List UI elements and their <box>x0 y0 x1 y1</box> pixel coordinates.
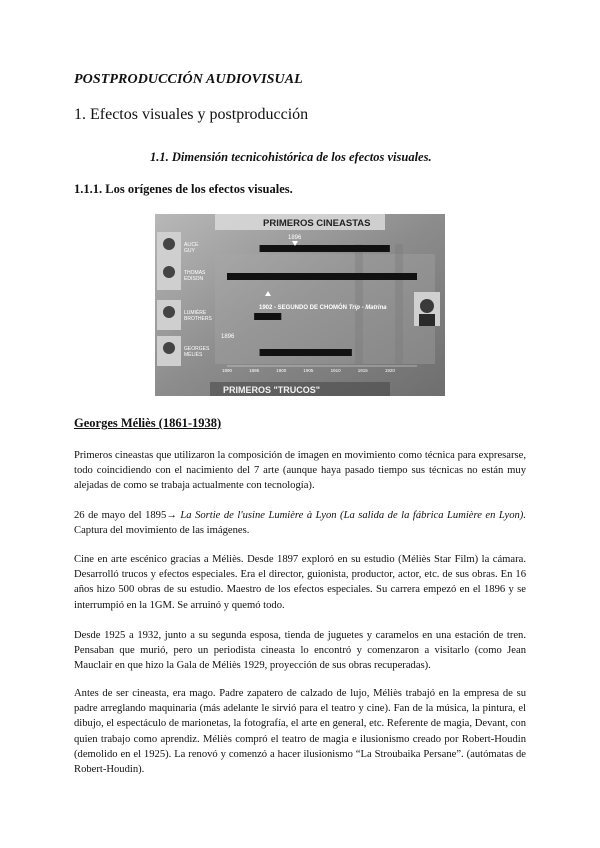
portrait-face-0 <box>163 238 175 250</box>
person-name-line2: BROTHERS <box>184 316 212 322</box>
paragraph-3: Cine en arte escénico gracias a Méliès. Desde 1897 exploró en su estudio (Méliès Star Film) la cámara. Desarrolló trucos y efectos especiales. Era el director, guionista, productor, actor, etc. de sus obras. En 16 años hizo 500 obras de su estudio. Maestro de los efectos especiales. Su carrera empezó en el 1896 y se interrumpió en la 1GM. Se arruinó y quemó todo. <box>74 554 526 611</box>
background-column <box>355 244 363 364</box>
marker-side-label: 1896 <box>221 334 235 340</box>
portrait-chomon-body <box>419 314 435 326</box>
axis-tick-label: 1905 <box>303 368 314 373</box>
person-name-line1: ALICE <box>184 242 199 248</box>
timeline-bar <box>254 313 281 320</box>
person-name-line2: GUY <box>184 248 195 254</box>
timeline-bar <box>260 245 390 252</box>
heading-2: 1.1. Dimensión tecnicohistórica de los efectos visuales. <box>150 150 432 164</box>
heading-3: 1.1.1. Los orígenes de los efectos visuales. <box>74 182 293 196</box>
person-name-line1: GEORGES <box>184 346 210 352</box>
paragraph-2-film-title: La Sortie de l'usine Lumière à Lyon (La salida de la fábrica Lumière en Lyon). <box>180 510 526 521</box>
axis-tick-label: 1920 <box>384 368 395 373</box>
paragraph-5: Antes de ser cineasta, era mago. Padre zapatero de calzado de lujo, Méliès trabajó en la empresa de su padre arreglando maquinaria (más adelante le sirvió para el teatro y cine). Fan de la música, la pintura, el dibujo, el espectáculo de marionetas, la fotografía, el arte en general, etc. Referente de magia, Devant, con quien trabajo como aprendiz. Méliès compró el teatro de magia e ilusionismo creado por Robert-Houdin (demolido en el 1925). La renovó y comenzó a hacer ilusionismo “La Stroubaika Persane”. (autómatas de Robert-Houdin). <box>74 688 526 776</box>
top-title: PRIMEROS CINEASTAS <box>263 218 371 229</box>
timeline-bar <box>260 349 352 356</box>
heading-1: 1. Efectos visuales y postproducción <box>74 106 309 123</box>
document-title: POSTPRODUCCIÓN AUDIOVISUAL <box>74 72 303 87</box>
paragraph-2 <box>74 508 526 538</box>
paragraph-2-suffix: Captura del movimiento de las imágenes. <box>74 525 250 537</box>
axis-tick-label: 1890 <box>222 368 233 373</box>
section-title: Georges Méliès (1861-1938) <box>74 416 222 430</box>
portrait-face-1 <box>163 266 175 278</box>
background-column <box>395 244 403 364</box>
axis-tick-label: 1900 <box>276 368 287 373</box>
bottom-title: PRIMEROS "TRUCOS" <box>223 385 321 395</box>
portrait-face-3 <box>163 342 175 354</box>
timeline-figure <box>155 214 445 396</box>
person-name-line2: MÉLIÈS <box>184 352 203 358</box>
annotation-label: 1902 - SEGUNDO DE CHOMÓN Trip - Matrina <box>259 305 387 311</box>
person-name-line2: EDISON <box>184 276 204 282</box>
timeline-bar <box>227 273 417 280</box>
person-name-line1: THOMAS <box>184 270 206 276</box>
paragraph-1: Primeros cineastas que utilizaron la composición de imagen en movimiento como técnica para expresarse, todo coincidiendo con el nacimiento del 7 arte (aunque haya pasado tiempo sus técnicas no están muy alejadas de como se trabaja actualmente con tecnología). <box>74 450 526 492</box>
axis-tick-label: 1910 <box>330 368 341 373</box>
marker-top-label: 1896 <box>288 235 302 241</box>
portrait-face-2 <box>163 306 175 318</box>
paragraph-2-prefix: 26 de mayo del 1895→ <box>74 510 181 521</box>
axis-tick-label: 1895 <box>249 368 260 373</box>
axis-tick-label: 1915 <box>357 368 368 373</box>
timeline-image <box>155 214 445 396</box>
person-name-line1: LUMIÈRE <box>184 310 207 316</box>
paragraph-4: Desde 1925 a 1932, junto a su segunda esposa, tienda de juguetes y caramelos en una estación de tren. Pensaban que murió, pero un periodista cineasta lo encontró y comenzaron a visitarlo (como Jean Mauclair en que hizo la Gala de Méliès 1929, proyección de sus obras recuperadas). <box>74 630 526 672</box>
portrait-chomon-face <box>420 299 434 313</box>
